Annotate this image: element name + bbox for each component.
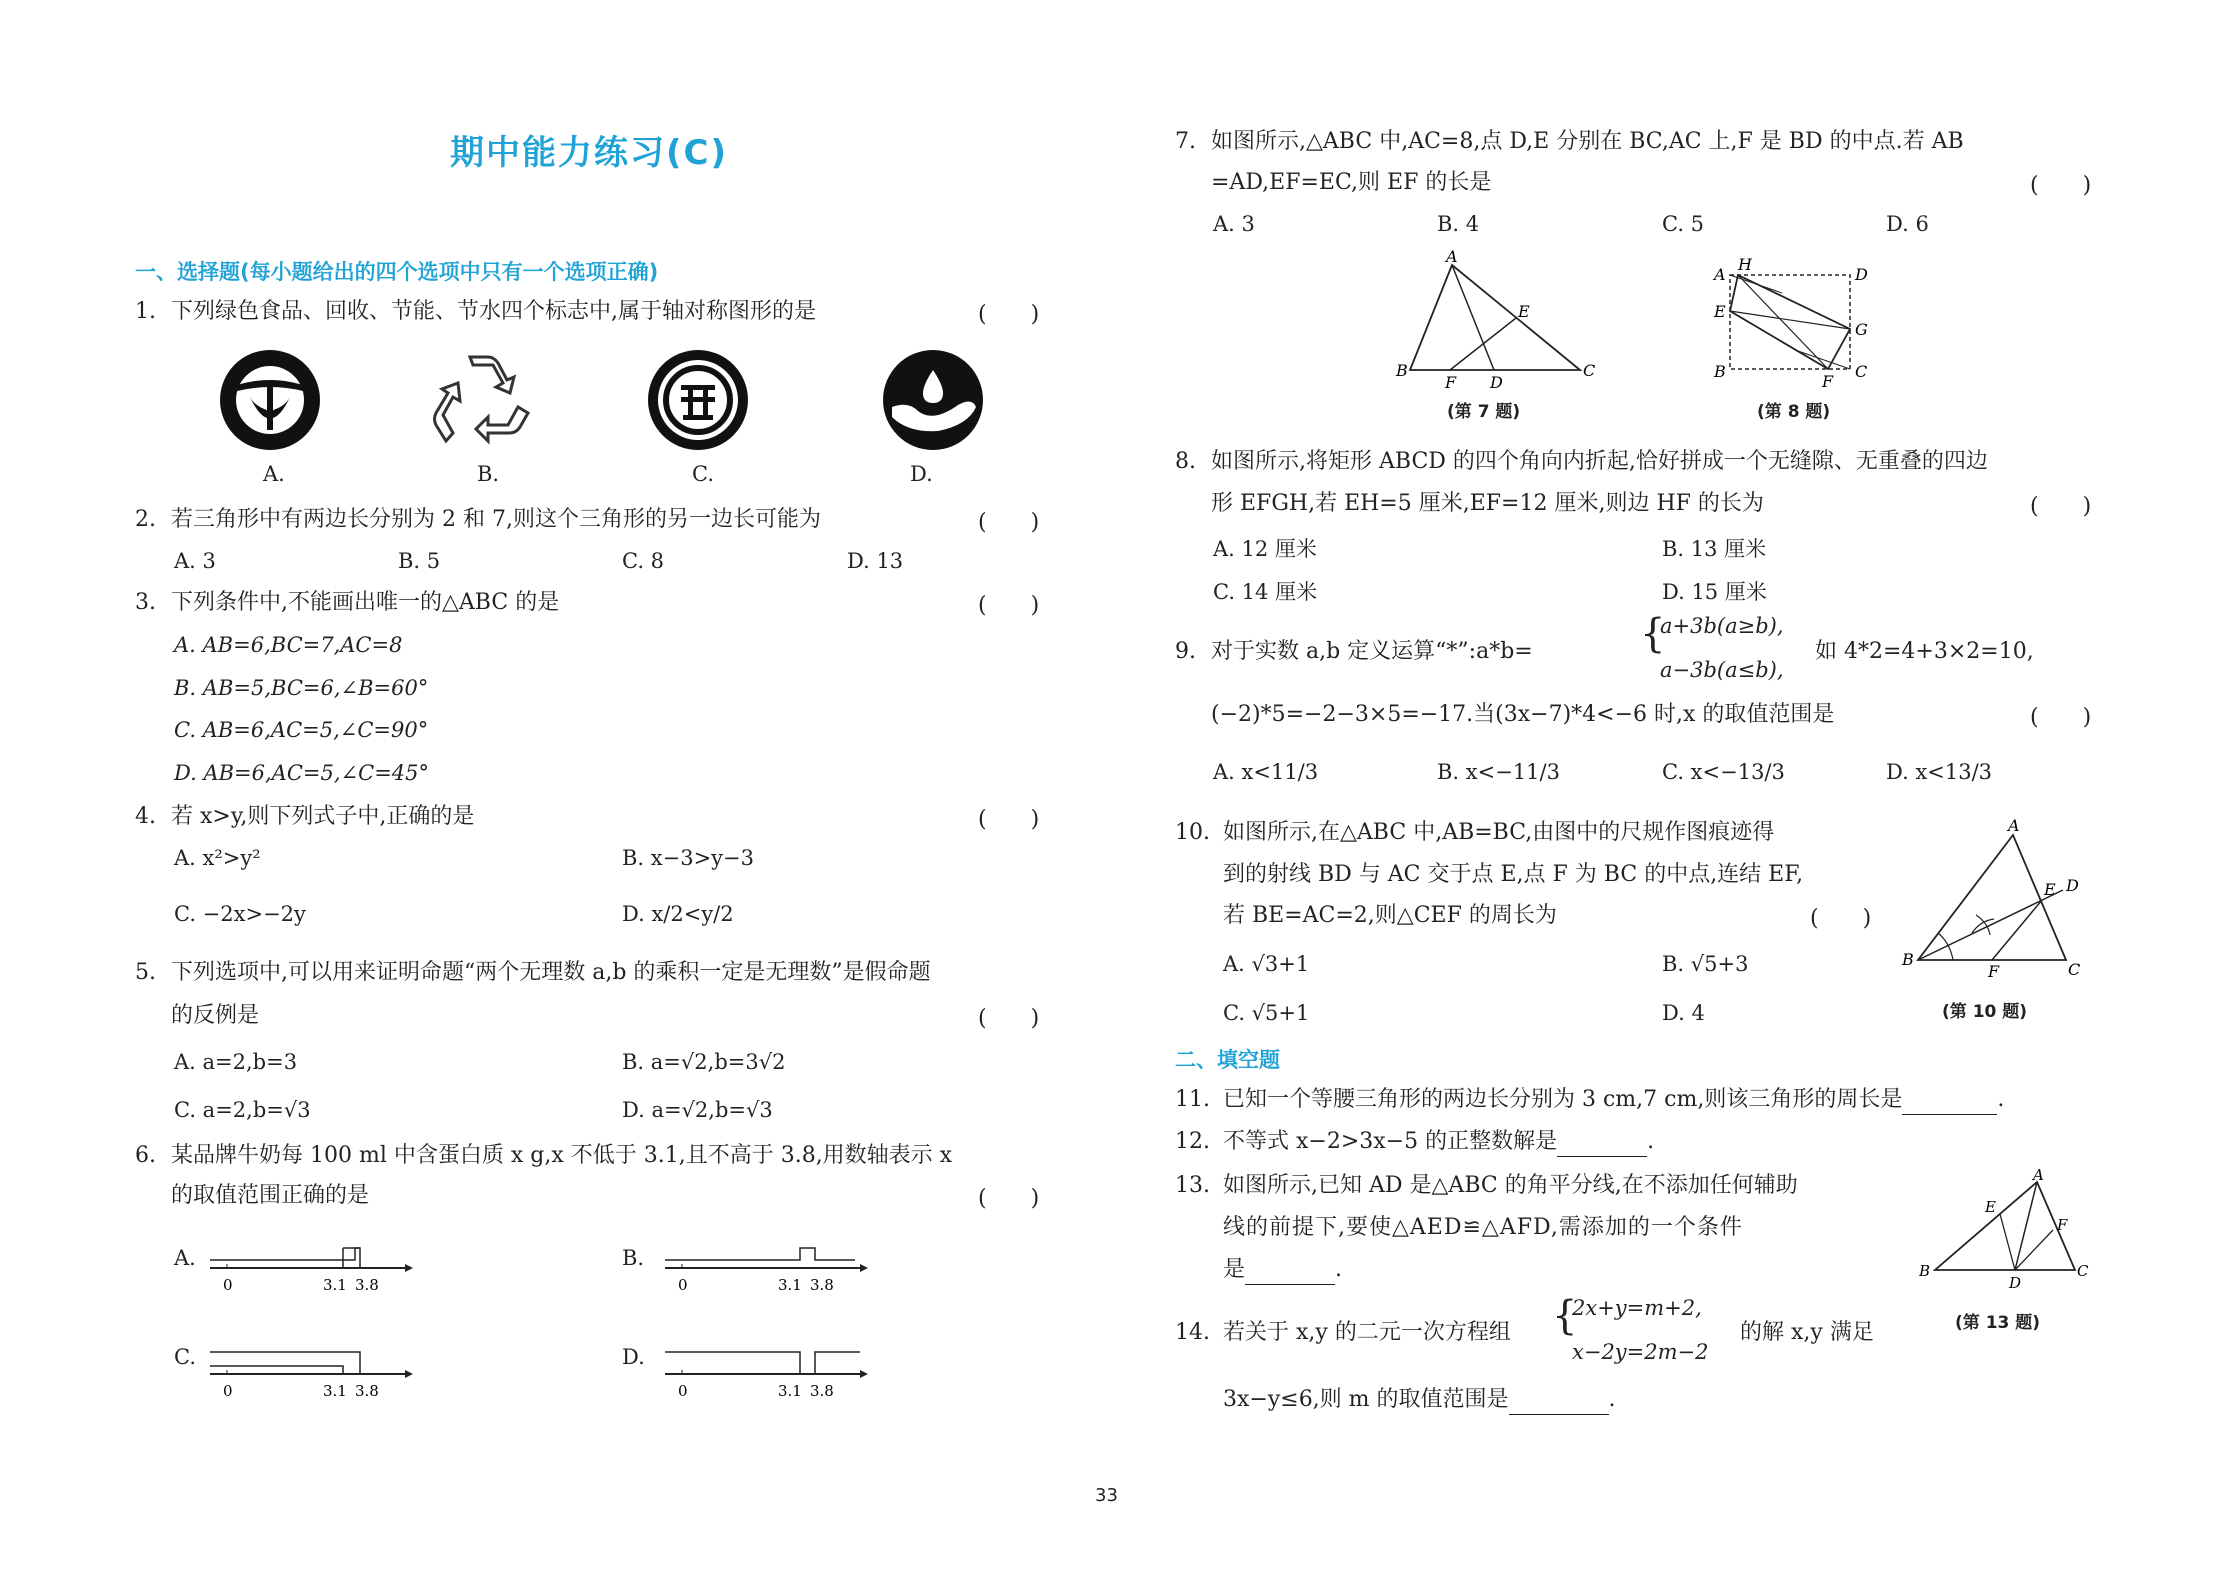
equation-1: 2x+y=m+2,: [1572, 1296, 1702, 1320]
question-text: 下列选项中,可以用来证明命题“两个无理数 a,b 的乘积一定是无理数”是假命题: [171, 960, 931, 985]
tick-3-1: 3.1: [323, 1276, 347, 1294]
number-line-d: [660, 1340, 870, 1405]
option-a[interactable]: A. AB=6,BC=7,AC=8: [174, 633, 403, 657]
figure-q13-triangle: [1905, 1166, 2089, 1295]
option-b[interactable]: B. a=√2,b=3√2: [622, 1050, 786, 1074]
option-d[interactable]: D. x<13/3: [1886, 760, 1993, 784]
option-c[interactable]: C. a=2,b=√3: [174, 1098, 311, 1122]
number-line-a: [205, 1240, 415, 1300]
question-text: 如图所示,已知 AD 是△ABC 的角平分线,在不添加任何辅助: [1223, 1173, 1798, 1198]
option-b[interactable]: B. x<−11/3: [1437, 760, 1560, 784]
option-b[interactable]: B. 13 厘米: [1662, 537, 1767, 561]
svg-text:E: E: [1714, 302, 1726, 321]
svg-text:D: D: [1855, 265, 1868, 284]
option-c[interactable]: C. 5: [1662, 212, 1705, 236]
svg-text:C: C: [1855, 362, 1868, 381]
question-12: 12. 不等式 x−2>3x−5 的正整数解是 .: [1175, 1127, 1654, 1157]
option-a[interactable]: A. x²>y²: [174, 846, 261, 870]
option-d[interactable]: D.: [622, 1345, 645, 1369]
question-number: 1.: [135, 299, 156, 324]
question-10-line3: 若 BE=AC=2,则△CEF 的周长为: [1223, 903, 1557, 928]
answer-blank[interactable]: [1509, 1392, 1609, 1415]
option-a[interactable]: A. √3+1: [1223, 952, 1310, 976]
option-d[interactable]: D. 13: [847, 549, 904, 573]
tick-3-8: 3.8: [355, 1382, 379, 1400]
question-9-line2: (−2)*5=−2−3×5=−17.当(3x−7)*4<−6 时,x 的取值范围是: [1211, 702, 1835, 727]
svg-text:D: D: [2009, 1274, 2022, 1292]
question-4: [135, 802, 474, 832]
option-a[interactable]: A. x<11/3: [1213, 760, 1319, 784]
option-c[interactable]: C. AB=6,AC=5,∠C=90°: [174, 718, 429, 742]
svg-text:G: G: [1855, 320, 1868, 339]
svg-text:E: E: [1985, 1198, 1996, 1216]
question-number: 11.: [1175, 1087, 1210, 1112]
water-saving-logo: [878, 345, 988, 455]
option-c[interactable]: C. −2x>−2y: [174, 902, 306, 926]
case-2: a−3b(a≤b),: [1660, 658, 1784, 682]
answer-paren: ( ): [1810, 906, 1872, 931]
answer-paren: ( ): [978, 1186, 1040, 1211]
answer-paren: ( ): [978, 510, 1040, 535]
question-number: 9.: [1175, 639, 1196, 664]
question-6-line2: 的取值范围正确的是: [171, 1183, 370, 1208]
question-number: 2.: [135, 507, 156, 532]
question-9-example: 如 4*2=4+3×2=10,: [1815, 639, 2034, 664]
question-5: [135, 958, 931, 988]
option-c[interactable]: C. x<−13/3: [1662, 760, 1785, 784]
question-2: [135, 505, 821, 535]
svg-text:F: F: [2057, 1216, 2068, 1234]
svg-text:B: B: [1902, 950, 1914, 969]
svg-text:C: C: [1583, 361, 1596, 380]
svg-text:E: E: [2044, 880, 2056, 899]
question-text: 若关于 x,y 的二元一次方程组: [1223, 1320, 1511, 1345]
svg-text:H: H: [1738, 255, 1752, 274]
option-d[interactable]: D.: [910, 462, 933, 486]
figure-caption-q10: (第 10 题): [1942, 1002, 2028, 1022]
svg-text:D: D: [1490, 373, 1503, 392]
question-text: 若三角形中有两边长分别为 2 和 7,则这个三角形的另一边长可能为: [171, 507, 821, 532]
question-10: [1175, 818, 1774, 848]
section-fill-heading: 二、填空题: [1175, 1048, 1280, 1072]
question-number: 5.: [135, 960, 156, 985]
question-13-line3: 是 .: [1223, 1255, 1342, 1285]
option-b[interactable]: B. √5+3: [1662, 952, 1749, 976]
question-6: [135, 1141, 952, 1171]
question-number: 6.: [135, 1143, 156, 1168]
figure-q10-construction: [1898, 815, 2088, 985]
option-b[interactable]: B.: [477, 462, 500, 486]
page-title: 期中能力练习(C): [450, 133, 729, 173]
tick-3-8: 3.8: [810, 1276, 834, 1294]
question-14: [1175, 1318, 1511, 1348]
question-9: [1175, 637, 1533, 667]
question-text: 如图所示,将矩形 ABCD 的四个角向内折起,恰好拼成一个无缝隙、无重叠的四边: [1211, 449, 1988, 474]
tick-0: 0: [223, 1276, 233, 1294]
svg-text:C: C: [2077, 1262, 2089, 1280]
tick-3-1: 3.1: [323, 1382, 347, 1400]
tick-3-8: 3.8: [355, 1276, 379, 1294]
question-text: 如图所示,在△ABC 中,AB=BC,由图中的尺规作图痕迹得: [1223, 820, 1775, 845]
question-text: 若 x>y,则下列式子中,正确的是: [171, 804, 475, 829]
option-a[interactable]: A. a=2,b=3: [174, 1050, 298, 1074]
svg-text:F: F: [1445, 373, 1457, 392]
option-d[interactable]: D. AB=6,AC=5,∠C=45°: [174, 761, 430, 785]
tick-3-1: 3.1: [778, 1276, 802, 1294]
question-text: 某品牌牛奶每 100 ml 中含蛋白质 x g,x 不低于 3.1,且不高于 3.8,用数轴表示 x: [171, 1143, 953, 1168]
question-14-after: 的解 x,y 满足: [1740, 1320, 1874, 1345]
option-c[interactable]: C.: [174, 1345, 196, 1369]
question-text: 对于实数 a,b 定义运算“*”:a*b=: [1211, 639, 1533, 664]
tick-0: 0: [678, 1382, 688, 1400]
tick-0: 0: [223, 1382, 233, 1400]
number-line-c: [205, 1340, 415, 1405]
question-number: 10.: [1175, 820, 1210, 845]
figure-q7-triangle: [1390, 247, 1610, 392]
svg-text:F: F: [1988, 962, 2000, 981]
section-choice-heading: 一、选择题(每小题给出的四个选项中只有一个选项正确): [135, 260, 659, 284]
case-1: a+3b(a≥b),: [1660, 614, 1784, 638]
question-13: [1175, 1171, 1798, 1201]
svg-text:B: B: [1919, 1262, 1931, 1280]
answer-paren: ( ): [978, 593, 1040, 618]
svg-text:B: B: [1714, 362, 1726, 381]
answer-paren: ( ): [978, 1006, 1040, 1031]
option-d[interactable]: D. 15 厘米: [1662, 580, 1767, 604]
svg-text:F: F: [1822, 372, 1834, 391]
answer-paren: ( ): [978, 302, 1040, 327]
number-line-b: [660, 1240, 870, 1300]
answer-blank[interactable]: [1902, 1092, 1997, 1115]
question-text: 如图所示,△ABC 中,AC=8,点 D,E 分别在 BC,AC 上,F 是 BD 的中点.若 AB: [1211, 129, 1964, 154]
answer-paren: ( ): [2030, 173, 2092, 198]
question-11: 11. 已知一个等腰三角形的两边长分别为 3 cm,7 cm,则该三角形的周长是 .: [1175, 1085, 2004, 1115]
question-text: 已知一个等腰三角形的两边长分别为 3 cm,7 cm,则该三角形的周长是: [1223, 1087, 1903, 1112]
brace: {: [1552, 1293, 1578, 1339]
svg-text:C: C: [2068, 960, 2081, 979]
option-b[interactable]: B.: [622, 1246, 645, 1270]
question-10-line2: 到的射线 BD 与 AC 交于点 E,点 F 为 BC 的中点,连结 EF,: [1223, 862, 1804, 887]
svg-text:D: D: [2066, 876, 2079, 895]
answer-blank[interactable]: [1245, 1262, 1335, 1285]
answer-paren: ( ): [2030, 494, 2092, 519]
question-8-line2: 形 EFGH,若 EH=5 厘米,EF=12 厘米,则边 HF 的长为: [1211, 491, 1764, 516]
question-1: [135, 297, 816, 327]
svg-text:A: A: [1446, 247, 1458, 266]
option-d[interactable]: D. a=√2,b=√3: [622, 1098, 773, 1122]
figure-caption-q7: (第 7 题): [1447, 402, 1521, 422]
question-number: 7.: [1175, 129, 1196, 154]
tick-3-8: 3.8: [810, 1382, 834, 1400]
option-a[interactable]: A.: [174, 1246, 196, 1270]
figure-caption-q8: (第 8 题): [1757, 402, 1831, 422]
figure-caption-q13: (第 13 题): [1955, 1313, 2041, 1333]
question-number: 13.: [1175, 1173, 1210, 1198]
option-d[interactable]: D. 6: [1886, 212, 1929, 236]
question-13-line2: 线的前提下,要使△AED≌△AFD,需添加的一个条件: [1223, 1215, 1743, 1240]
option-c[interactable]: C. 14 厘米: [1213, 580, 1318, 604]
svg-text:A: A: [2033, 1166, 2044, 1184]
question-5-line2: 的反例是: [171, 1003, 260, 1028]
green-food-logo: [215, 345, 325, 455]
option-a[interactable]: A. 12 厘米: [1213, 537, 1317, 561]
option-d[interactable]: D. x/2<y/2: [622, 902, 734, 926]
option-c[interactable]: C. 8: [622, 549, 665, 573]
option-b[interactable]: B. 5: [398, 549, 441, 573]
svg-text:A: A: [2008, 816, 2020, 835]
answer-blank[interactable]: [1557, 1134, 1647, 1157]
svg-text:B: B: [1396, 361, 1408, 380]
option-d[interactable]: D. 4: [1662, 1001, 1705, 1025]
option-a[interactable]: A. 3: [1213, 212, 1255, 236]
brace: {: [1640, 611, 1666, 657]
option-c[interactable]: C. √5+1: [1223, 1001, 1310, 1025]
option-a[interactable]: A. 3: [174, 549, 216, 573]
svg-text:A: A: [1714, 265, 1726, 284]
question-text: 下列条件中,不能画出唯一的△ABC 的是: [171, 590, 560, 615]
question-7: [1175, 127, 1964, 157]
question-7-line2: =AD,EF=EC,则 EF 的长是: [1211, 170, 1492, 195]
answer-paren: ( ): [2030, 705, 2092, 730]
figure-q8-rectangle: [1700, 255, 1870, 390]
question-number: 8.: [1175, 449, 1196, 474]
option-b[interactable]: B. 4: [1437, 212, 1480, 236]
question-8: [1175, 447, 1988, 477]
option-c[interactable]: C.: [692, 462, 714, 486]
question-number: 12.: [1175, 1129, 1210, 1154]
question-text: 下列绿色食品、回收、节能、节水四个标志中,属于轴对称图形的是: [171, 299, 816, 324]
energy-saving-logo: [643, 345, 753, 455]
page-number: 33: [1095, 1485, 1118, 1506]
tick-0: 0: [678, 1276, 688, 1294]
option-b[interactable]: B. AB=5,BC=6,∠B=60°: [174, 676, 429, 700]
question-text: 不等式 x−2>3x−5 的正整数解是: [1223, 1129, 1558, 1154]
option-a[interactable]: A.: [263, 462, 285, 486]
recycle-logo: [428, 345, 538, 455]
question-14-line2: 3x−y≤6,则 m 的取值范围是 .: [1223, 1385, 1616, 1415]
option-b[interactable]: B. x−3>y−3: [622, 846, 754, 870]
equation-2: x−2y=2m−2: [1572, 1340, 1709, 1364]
svg-text:E: E: [1518, 302, 1530, 321]
question-number: 4.: [135, 804, 156, 829]
tick-3-1: 3.1: [778, 1382, 802, 1400]
question-3: [135, 588, 559, 618]
answer-paren: ( ): [978, 807, 1040, 832]
question-number: 3.: [135, 590, 156, 615]
question-number: 14.: [1175, 1320, 1210, 1345]
